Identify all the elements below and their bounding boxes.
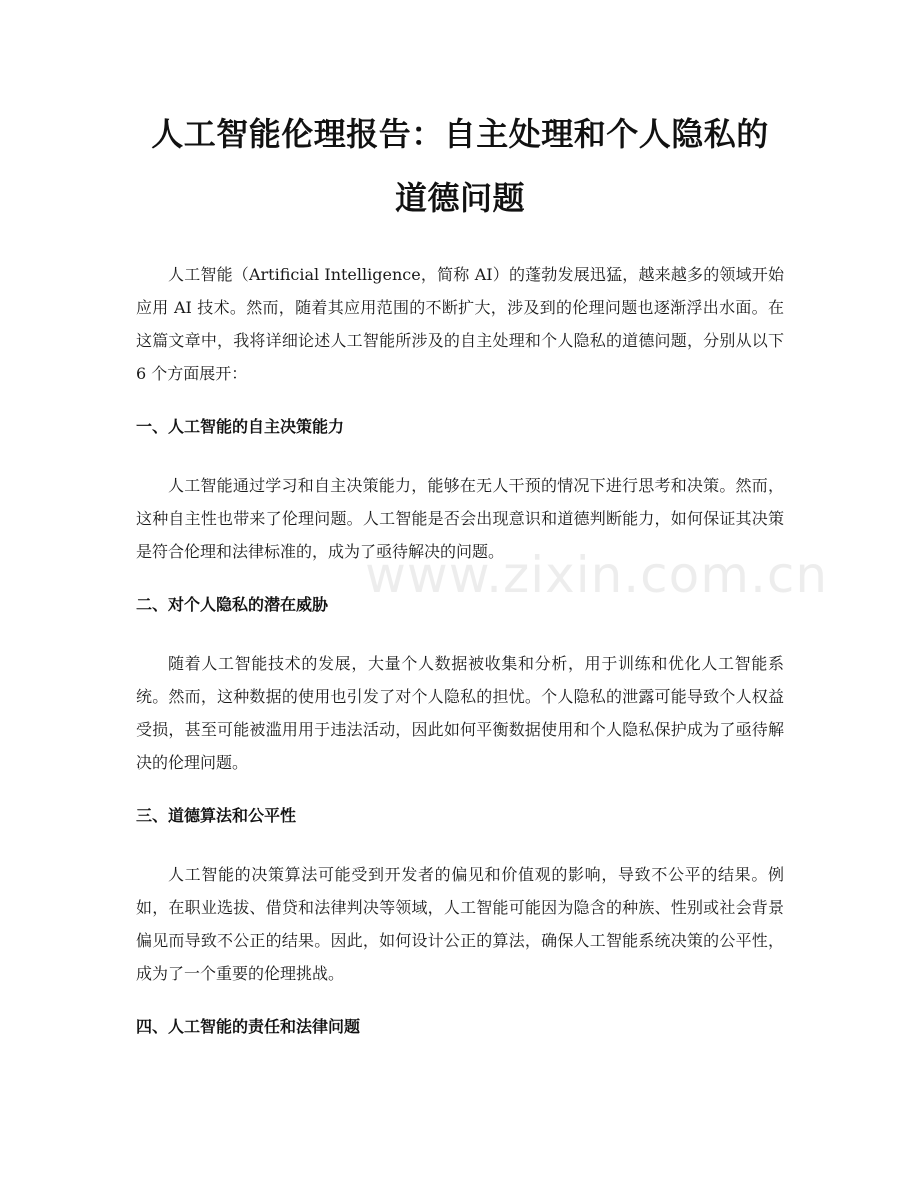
section-heading-2: 二、对个人隐私的潜在威胁 — [136, 595, 329, 614]
section-heading-1: 一、人工智能的自主决策能力 — [136, 417, 345, 436]
section-body-1: 人工智能通过学习和自主决策能力，能够在无人干预的情况下进行思考和决策。然而，这种自主性也带来了伦理问题。人工智能是否会出现意识和道德判断能力，如何保证其决策是符合伦理和法律标准的，成为了亟待解决的问题。 — [136, 476, 784, 561]
watermark-text: www.zixin.com.cn — [365, 546, 829, 604]
section-heading-3: 三、道德算法和公平性 — [136, 806, 297, 825]
section-heading-4: 四、人工智能的责任和法律问题 — [136, 1017, 361, 1036]
section-body-2: 随着人工智能技术的发展，大量个人数据被收集和分析，用于训练和优化人工智能系统。然而，这种数据的使用也引发了对个人隐私的担忧。个人隐私的泄露可能导致个人权益受损，甚至可能被滥用用于违法活动，因此如何平衡数据使用和个人隐私保护成为了亟待解决的伦理问题。 — [136, 654, 784, 772]
document-title: 人工智能伦理报告：自主处理和个人隐私的道德问题 — [151, 115, 769, 217]
intro-paragraph: 人工智能（Artificial Intelligence，简称 AI）的蓬勃发展迅猛，越来越多的领域开始应用 AI 技术。然而，随着其应用范围的不断扩大，涉及到的伦理问题也逐渐浮出水面。在这篇文章中，我将详细论述人工智能所涉及的自主处理和个人隐私的道德问题，分别从以下 6 个方面展开： — [136, 265, 784, 383]
section-body-3: 人工智能的决策算法可能受到开发者的偏见和价值观的影响，导致不公平的结果。例如，在职业选拔、借贷和法律判决等领域，人工智能可能因为隐含的种族、性别或社会背景偏见而导致不公正的结果。因此，如何设计公正的算法，确保人工智能系统决策的公平性，成为了一个重要的伦理挑战。 — [136, 865, 784, 983]
